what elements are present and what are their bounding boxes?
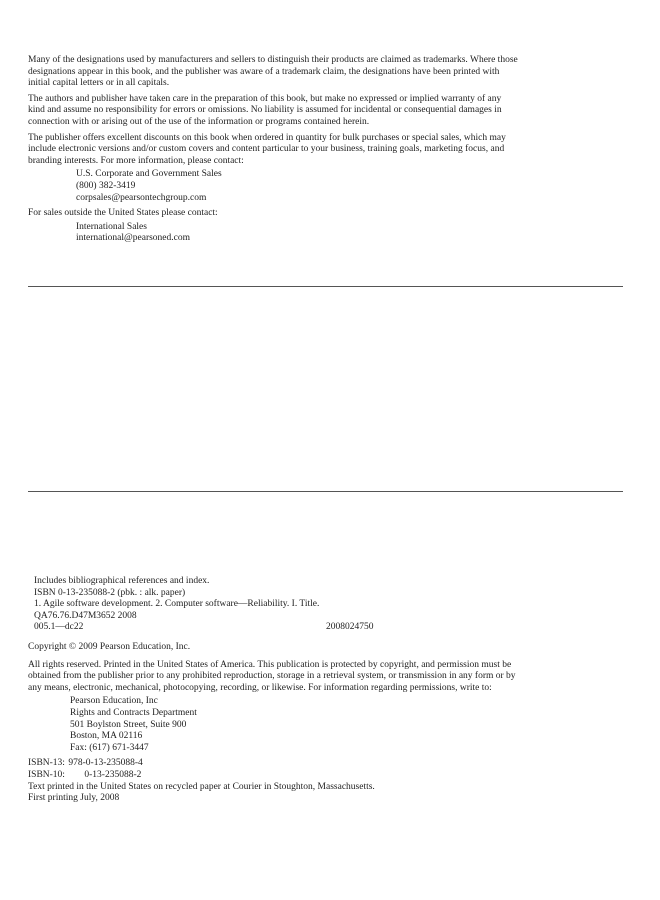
isbn13-row: [28, 758, 520, 770]
recycled-paper-note: Text printed in the United States on recycled paper at Courier in Stoughton, Massachusetts.: [28, 781, 375, 792]
first-printing-note: First printing July, 2008: [28, 793, 120, 804]
discounts-paragraph: The publisher offers excellent discounts on this book when ordered in quantity for bulk purchases or special sales, which may include electronic versions and/or custom covers and content particular to your business, training goals, marketing focus, and branding interests. For more information, please contact:: [28, 132, 506, 166]
cip-data: [34, 576, 514, 634]
address-line: Boston, MA 02116: [70, 731, 143, 742]
rights-paragraph: All rights reserved. Printed in the United States of America. This publication is protected by copyright, and permission must be obtained from the publisher prior to any prohibited reproduction, storage in a retrieval system, or transmission in any form or by any means, electronic, mechanical, photocopying, recording, or likewise. For information regarding permissions, write to:: [28, 659, 516, 693]
permissions-address: [28, 696, 520, 754]
cip-classification-row: [34, 622, 514, 634]
lccn-number: 2008024750: [326, 622, 374, 633]
isbn13-value: 978-0-13-235088-4: [68, 758, 143, 769]
outside-us-paragraph: For sales outside the United States please contact:: [28, 208, 218, 219]
top-divider: [28, 286, 623, 287]
intl-sales-contact: [28, 222, 518, 245]
copyright-block: [28, 642, 520, 805]
isbn10-value: 0-13-235088-2: [84, 769, 142, 780]
cip-line: 1. Agile software development. 2. Computer software—Reliability. I. Title.: [34, 599, 320, 610]
front-matter: [28, 55, 518, 245]
cip-line: QA76.76.D47M3652 2008: [34, 610, 137, 621]
address-line: 501 Boylston Street, Suite 900: [70, 719, 187, 730]
bottom-divider: [28, 491, 623, 492]
us-sales-name: U.S. Corporate and Government Sales: [76, 169, 222, 180]
cip-line: ISBN 0-13-235088-2 (pbk. : alk. paper): [34, 587, 186, 598]
isbn10-row: [28, 770, 520, 782]
us-sales-email: corpsales@pearsontechgroup.com: [76, 192, 207, 203]
intl-sales-email: international@pearsoned.com: [76, 233, 190, 244]
isbn13-label: ISBN-13:: [28, 758, 65, 769]
cip-line: Includes bibliographical references and index.: [34, 576, 210, 586]
us-sales-phone: (800) 382-3419: [76, 180, 136, 191]
address-line: Pearson Education, Inc: [70, 696, 158, 707]
address-line: Rights and Contracts Department: [70, 707, 197, 718]
liability-paragraph: The authors and publisher have taken care in the preparation of this book, but make no expressed or implied warranty of any kind and assume no responsibility for errors or omissions. No liability is assumed for incidental or consequential damages in connection with or arising out of the use of the information or programs contained herein.: [28, 93, 502, 127]
address-line: Fax: (617) 671-3447: [70, 742, 149, 753]
ddc-number: 005.1—dc22: [34, 622, 84, 633]
intl-sales-name: International Sales: [76, 221, 147, 232]
trademark-paragraph: Many of the designations used by manufacturers and sellers to distinguish their products are claimed as trademarks. Where those designations appear in this book, and the publisher was aware of a trademark claim, the designations have been printed with initial capital letters or in all capitals.: [28, 55, 518, 89]
copyright-notice: Copyright © 2009 Pearson Education, Inc.: [28, 642, 191, 652]
isbn10-label: ISBN-10:: [28, 769, 65, 780]
us-sales-contact: [28, 169, 518, 204]
